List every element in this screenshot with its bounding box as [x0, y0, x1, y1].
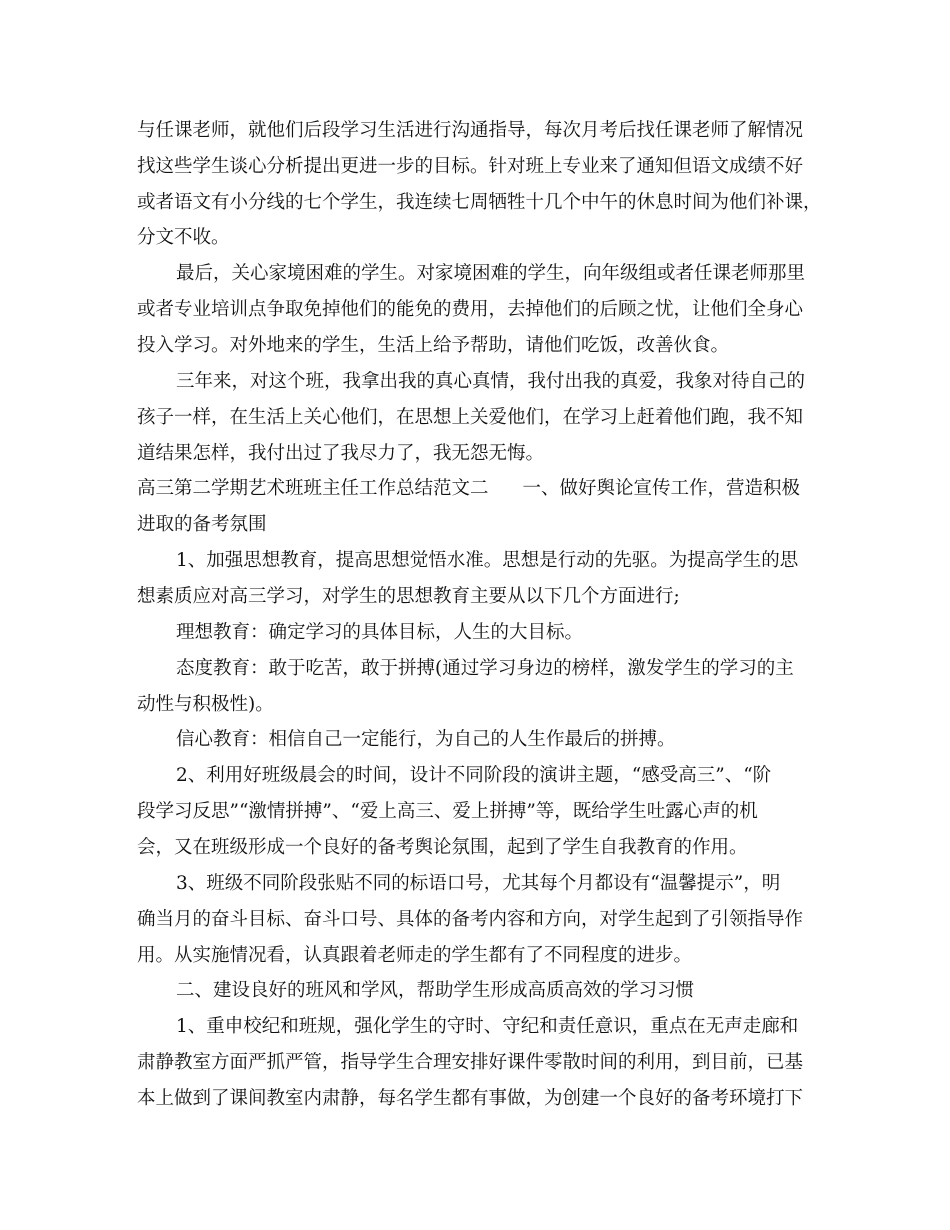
paragraph-start-line: 态度教育：敢于吃苦，敢于拼搏(通过学习身边的榜样，激发学生的学习的主	[176, 658, 794, 679]
text-line: 肃静教室方面严抓严管，指导学生合理安排好课件零散时间的利用，到目前，已基	[137, 1052, 804, 1073]
text-line: 与任课老师，就他们后段学习生活进行沟通指导，每次月考后找任课老师了解情况	[137, 120, 804, 141]
text-line: 道结果怎样，我付出过了我尽力了，我无怨无悔。	[137, 443, 545, 464]
text-line: 会，又在班级形成一个良好的备考舆论氛围，起到了学生自我教育的作用。	[137, 837, 748, 858]
paragraph-start-line: 3、班级不同阶段张贴不同的标语口号，尤其每个月都设有“温馨提示”，明	[176, 873, 781, 894]
text-line: 投入学习。对外地来的学生，生活上给予帮助，请他们吃饭，改善伙食。	[137, 335, 730, 356]
text-line: 段学习反思”“激情拼搏”、“爱上高三、爱上拼搏”等，既给学生吐露心声的机	[137, 801, 758, 822]
text-line: 找这些学生谈心分析提出更进一步的目标。针对班上专业来了通知但语文成绩不好	[137, 156, 804, 177]
section-heading: 一、做好舆论宣传工作，营造积极	[522, 478, 801, 499]
text-line: 确当月的奋斗目标、奋斗口号、具体的备考内容和方向，对学生起到了引领指导作	[137, 909, 804, 930]
paragraph-start-line: 三年来，对这个班，我拿出我的真心真情，我付出我的真爱，我象对待自己的	[176, 371, 806, 392]
text-line: 动性与积极性)。	[137, 694, 274, 715]
text-line: 分文不收。	[137, 227, 230, 248]
text-line: 想素质应对高三学习，对学生的思想教育主要从以下几个方面进行;	[137, 586, 680, 607]
text-line: 进取的备考氛围	[137, 514, 267, 535]
text-line: 孩子一样，在生活上关心他们，在思想上关爱他们，在学习上赶着他们跑，我不知	[137, 407, 804, 428]
paragraph-start-line: 1、加强思想教育，提高思想觉悟水准。思想是行动的先驱。为提高学生的思	[176, 550, 799, 571]
text-line: 用。从实施情况看，认真跟着老师走的学生都有了不同程度的进步。	[137, 945, 693, 966]
text-line: 或者语文有小分线的七个学生，我连续七周牺牲十几个中午的休息时间为他们补课，	[137, 192, 822, 213]
document-subtitle: 高三第二学期艺术班班主任工作总结范文二	[137, 478, 489, 499]
paragraph-start-line: 理想教育：确定学习的具体目标，人生的大目标。	[176, 622, 584, 643]
text-line: 本上做到了课间教室内肃静，每名学生都有事做，为创建一个良好的备考环境打下	[137, 1088, 804, 1109]
paragraph-start-line: 最后，关心家境困难的学生。对家境困难的学生，向年级组或者任课老师那里	[176, 263, 806, 284]
paragraph-start-line: 2、利用好班级晨会的时间，设计不同阶段的演讲主题，“感受高三”、“阶	[176, 765, 772, 786]
heading-line	[137, 477, 800, 501]
text-line: 或者专业培训点争取免掉他们的能免的费用，去掉他们的后顾之忧，让他们全身心	[137, 299, 804, 320]
paragraph-start-line: 信心教育：相信自己一定能行，为自己的人生作最后的拼搏。	[176, 729, 676, 750]
section-heading-line: 二、建设良好的班风和学风，帮助学生形成高质高效的学习习惯	[176, 980, 695, 1001]
paragraph-start-line: 1、重申校纪和班规，强化学生的守时、守纪和责任意识，重点在无声走廊和	[176, 1016, 799, 1037]
